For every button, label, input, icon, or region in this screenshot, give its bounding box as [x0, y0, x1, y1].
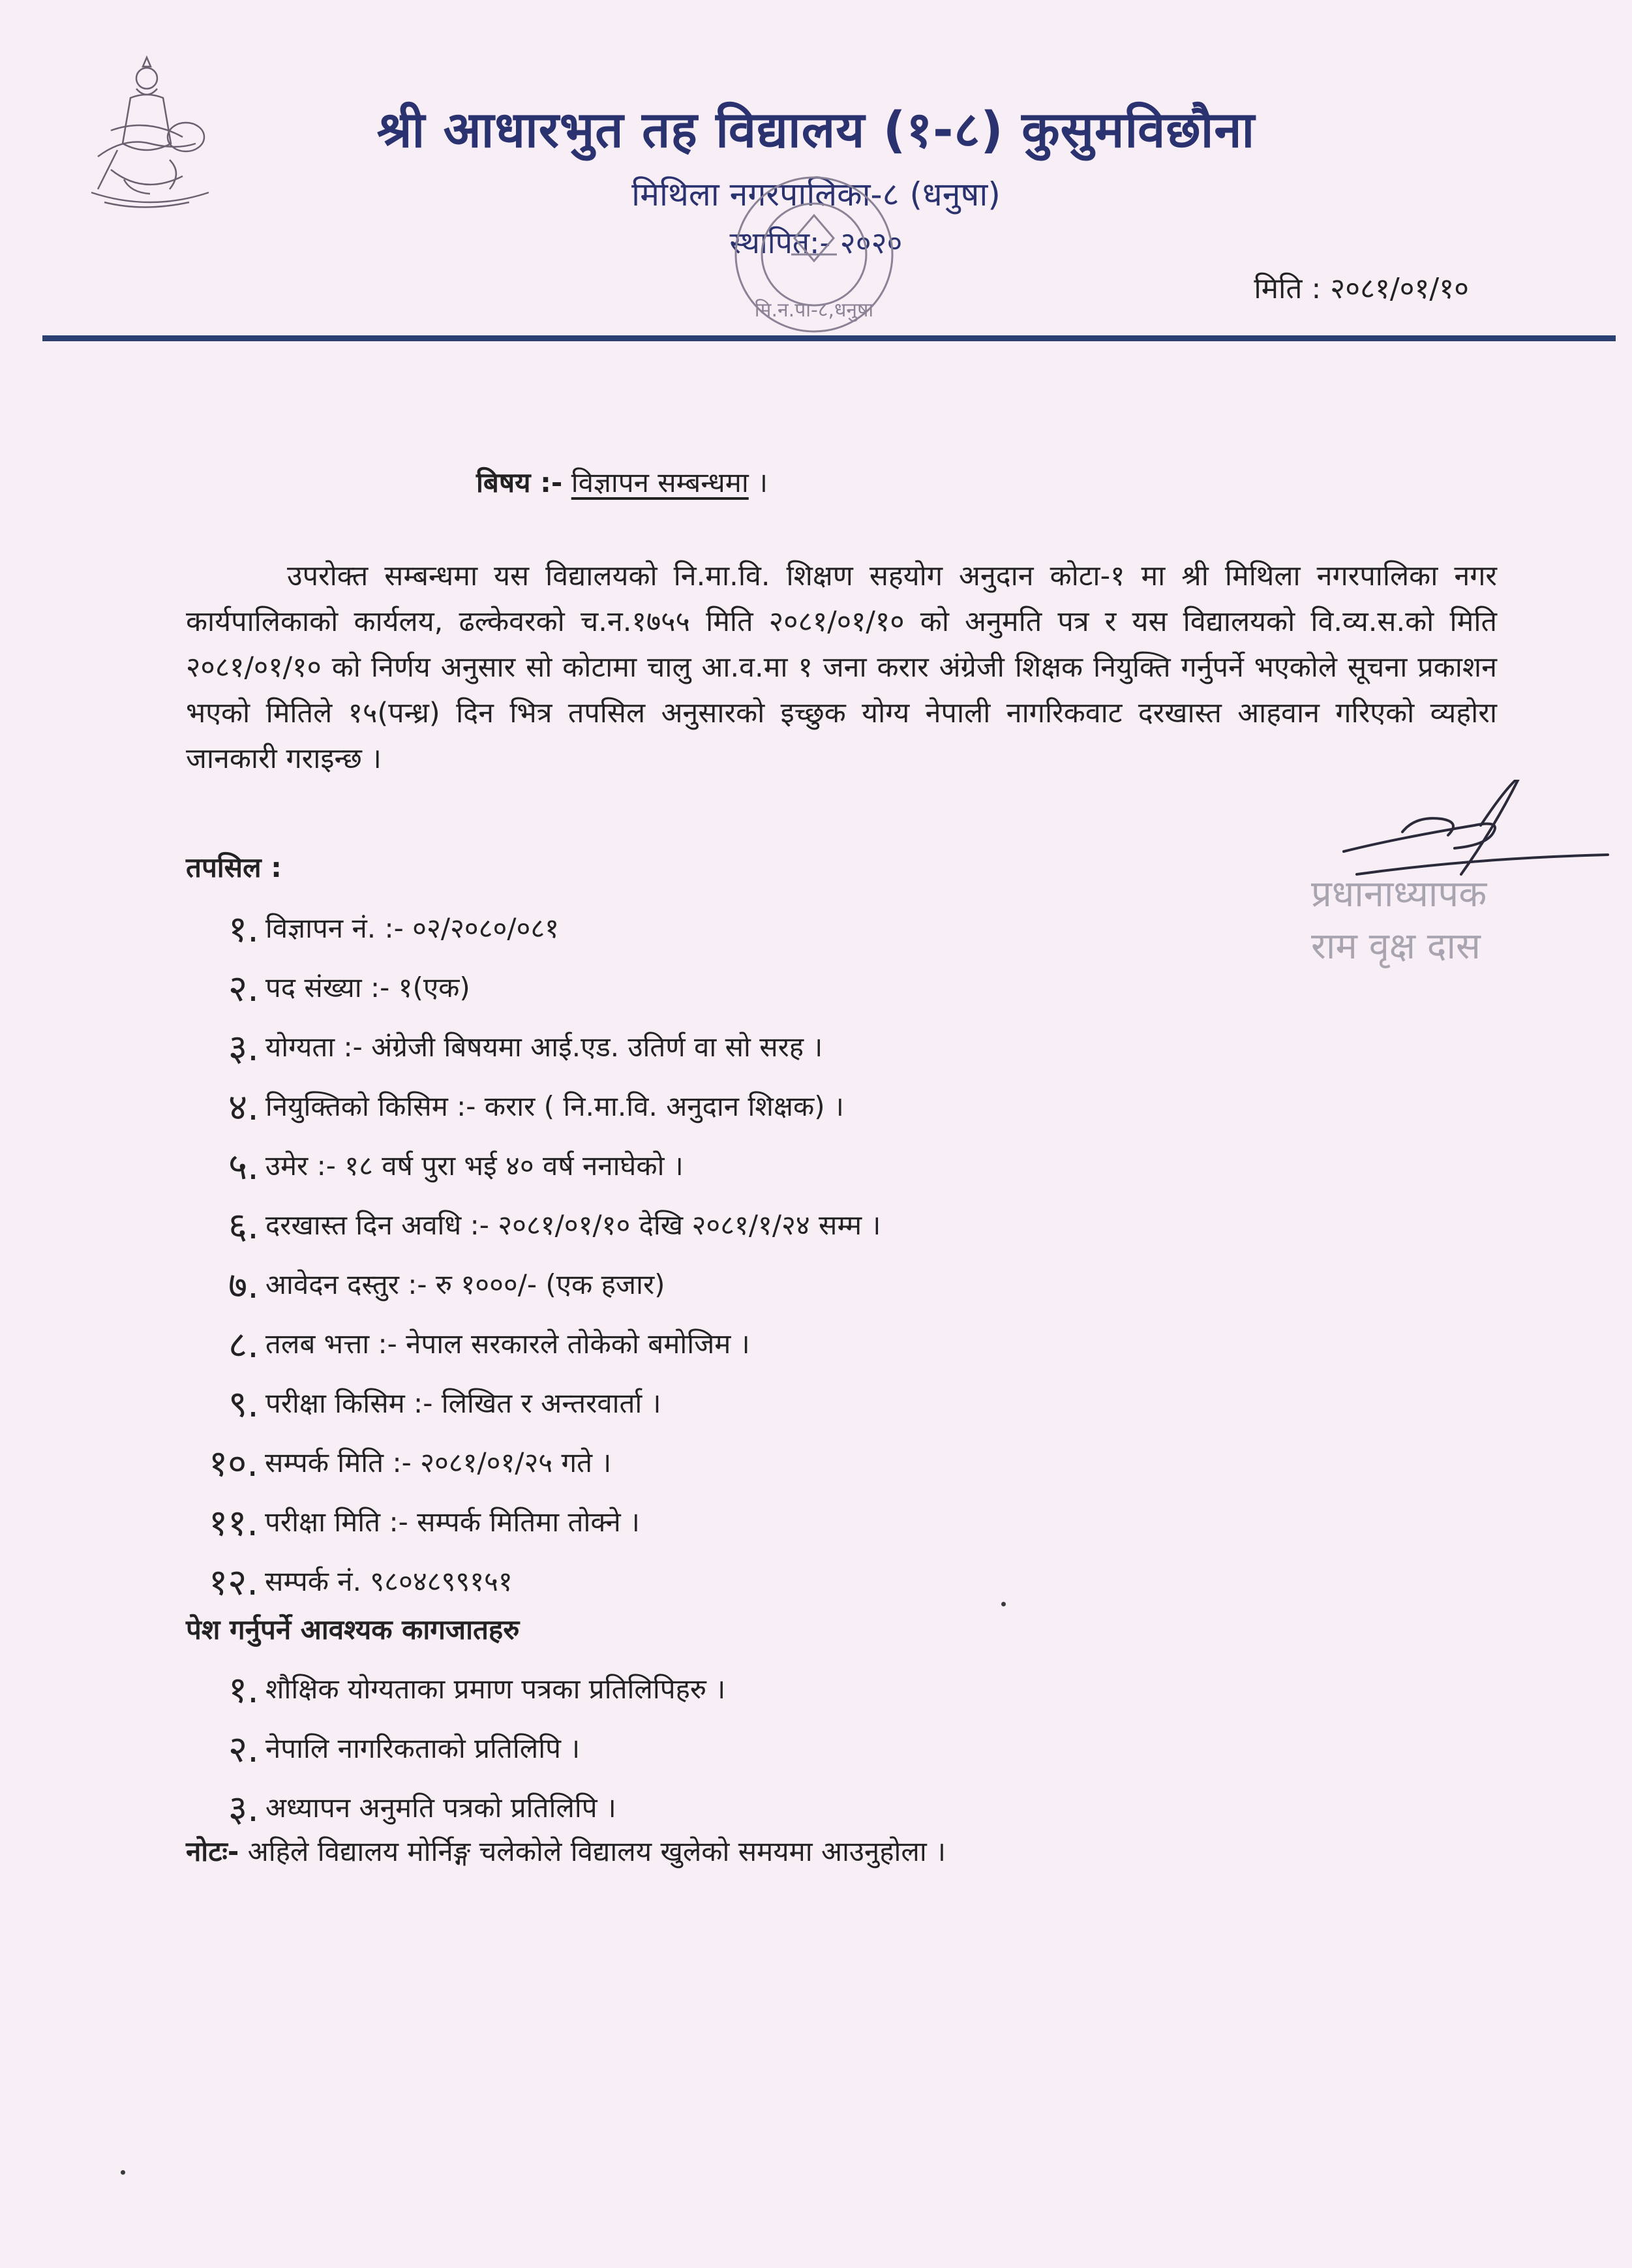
list-item — [228, 1723, 580, 1773]
note-label: नोटः- — [186, 1835, 239, 1867]
list-item — [228, 962, 470, 1012]
list-item — [228, 1141, 684, 1190]
item-text: पद संख्या :- १(एक) — [265, 972, 470, 1004]
subject-value: विज्ञापन सम्बन्धमा — [571, 467, 749, 498]
item-text: नियुक्तिको किसिम :- करार ( नि.मा.वि. अनुदान शिक्षक) । — [265, 1090, 844, 1122]
scan-speck — [121, 2170, 125, 2175]
scan-speck — [1001, 1602, 1006, 1606]
item-number: २. — [228, 968, 259, 1010]
item-number: ३. — [228, 1788, 259, 1830]
letter-date: मिति : २०८१/०१/१० — [1254, 272, 1469, 305]
list-item — [209, 1556, 513, 1606]
list-item — [228, 903, 559, 953]
item-number: ११. — [209, 1502, 259, 1544]
item-text: योग्यता :- अंग्रेजी बिषयमा आई.एड. उतिर्ण वा सो सरह । — [265, 1031, 823, 1063]
item-text: नेपालि नागरिकताको प्रतिलिपि । — [265, 1732, 581, 1764]
item-text: परीक्षा किसिम :- लिखित र अन्तरवार्ता । — [265, 1387, 661, 1419]
signatory-title: प्रधानाध्यापक — [1311, 873, 1487, 915]
item-number: १. — [228, 1669, 259, 1711]
list-item — [228, 1664, 725, 1713]
list-item — [228, 1378, 661, 1428]
list-item — [228, 1259, 665, 1309]
item-text: अध्यापन अनुमति पत्रको प्रतिलिपि । — [265, 1792, 616, 1824]
subject-line — [476, 463, 768, 500]
item-text: शौक्षिक योग्यताका प्रमाण पत्रका प्रतिलिपिहरु । — [265, 1673, 726, 1705]
item-text: उमेर :- १८ वर्ष पुरा भई ४० वर्ष ननाघेको । — [265, 1150, 684, 1182]
item-number: १०. — [209, 1443, 259, 1485]
header-divider — [42, 335, 1616, 341]
list-item — [228, 1022, 823, 1071]
school-name-heading: श्री आधारभुत तह विद्यालय (१-८) कुसुमविछौना — [376, 100, 1256, 159]
list-item — [209, 1437, 611, 1487]
item-number: ५. — [228, 1146, 259, 1188]
note-text: अहिले विद्यालय मोर्निङ्ग चलेकोले विद्यालय खुलेको समयमा आउनुहोला । — [239, 1835, 946, 1867]
item-number: १२. — [209, 1561, 259, 1604]
list-item — [228, 1319, 750, 1368]
list-item — [209, 1497, 640, 1546]
municipality-subheading: मिथिला नगरपालिका-८ (धनुषा) — [631, 176, 1001, 213]
item-number: ६. — [228, 1205, 259, 1248]
school-stamp-icon — [723, 176, 938, 346]
item-text: विज्ञापन नं. :- ०२/२०८०/०८१ — [265, 912, 559, 944]
item-number: ३. — [228, 1027, 259, 1069]
list-item — [228, 1783, 616, 1832]
item-text: तलब भत्ता :- नेपाल सरकारले तोकेको बमोजिम । — [265, 1328, 750, 1360]
subject-end: । — [748, 467, 768, 498]
item-text: दरखास्त दिन अवधि :- २०८१/०१/१० देखि २०८१/१/२४ सम्म । — [265, 1209, 881, 1241]
list-item — [228, 1200, 881, 1249]
item-text: सम्पर्क मिति :- २०८१/०१/२५ गते । — [265, 1447, 612, 1479]
item-number: ८. — [228, 1324, 259, 1366]
established-year: स्थापित:- २०२० — [729, 225, 903, 260]
body-paragraph: उपरोक्त सम्बन्धमा यस विद्यालयको नि.मा.वि. शिक्षण सहयोग अनुदान कोटा-१ मा श्री मिथिला नगरपालिका नगर कार्यपालिकाको कार्यलय, ढल्केवरको च.न.१७५५ मिति २०८१/०१/१० को अनुमति पत्र र यस विद्यालयको वि.व्य.स.को मिति २०८१/०१/१० को निर्णय अनुसार सो कोटामा चालु आ.व.मा १ जना करार अंग्रेजी शिक्षक नियुक्ति गर्नुपर्ने भएकोले सूचना प्रकाशन भएको मितिले १५(पन्ध्र) दिन भित्र तपसिल अनुसारको इच्छुक योग्य नेपाली नागरिकवाट दरखास्त आहवान गरिएको व्यहोरा जानकारी गराइन्छ । — [186, 560, 1497, 775]
item-number: २. — [228, 1728, 259, 1771]
list-item — [228, 1081, 844, 1131]
documents-heading: पेश गर्नुपर्ने आवश्यक कागजातहरु — [186, 1614, 520, 1646]
note-line — [186, 1832, 946, 1869]
item-text: आवेदन दस्तुर :- रु १०००/- (एक हजार) — [265, 1268, 665, 1300]
item-number: ४. — [228, 1086, 259, 1129]
item-text: सम्पर्क नं. ९८०४८९९१५१ — [265, 1565, 513, 1597]
signatory-name: राम वृक्ष दास — [1311, 925, 1481, 968]
stamp-text: मि.न.पा-८,धनुषा — [754, 299, 874, 322]
item-number: १. — [228, 908, 259, 951]
item-number: ७. — [228, 1264, 259, 1307]
item-text: परीक्षा मिति :- सम्पर्क मितिमा तोक्ने । — [265, 1506, 640, 1538]
subject-label: बिषय :- — [476, 467, 563, 498]
details-heading: तपसिल : — [186, 851, 282, 883]
item-number: ९. — [228, 1383, 259, 1426]
